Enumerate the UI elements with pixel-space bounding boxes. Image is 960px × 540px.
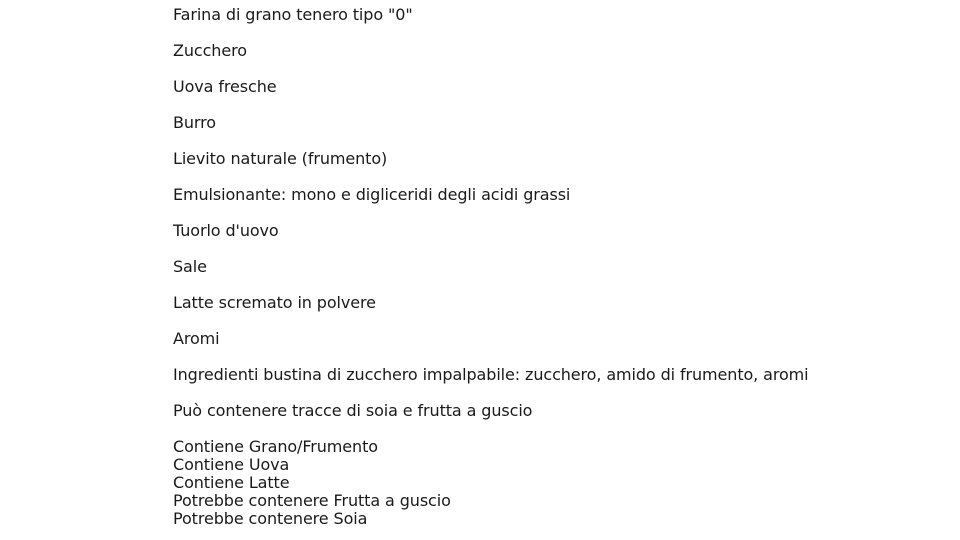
allergen-line: Contiene Grano/Frumento [173, 437, 378, 456]
allergen-line: Potrebbe contenere Soia [173, 509, 368, 528]
ingredient-line: Uova fresche [173, 77, 277, 96]
ingredient-line: Emulsionante: mono e digliceridi degli acidi grassi [173, 185, 571, 204]
ingredient-line: Farina di grano tenero tipo "0" [173, 5, 413, 24]
ingredients-document [173, 0, 933, 540]
ingredient-line: Tuorlo d'uovo [173, 221, 279, 240]
ingredient-line: Latte scremato in polvere [173, 293, 376, 312]
ingredient-line: Aromi [173, 329, 220, 348]
ingredient-line: Sale [173, 257, 207, 276]
traces-warning: Può contenere tracce di soia e frutta a guscio [173, 401, 533, 420]
allergen-line: Contiene Uova [173, 455, 290, 474]
ingredient-line: Ingredienti bustina di zucchero impalpabile: zucchero, amido di frumento, aromi [173, 365, 809, 384]
ingredient-line: Burro [173, 113, 216, 132]
allergen-line: Potrebbe contenere Frutta a guscio [173, 491, 451, 510]
allergen-list [173, 438, 451, 528]
ingredient-line: Zucchero [173, 41, 247, 60]
allergen-line: Contiene Latte [173, 473, 290, 492]
ingredient-line: Lievito naturale (frumento) [173, 149, 388, 168]
